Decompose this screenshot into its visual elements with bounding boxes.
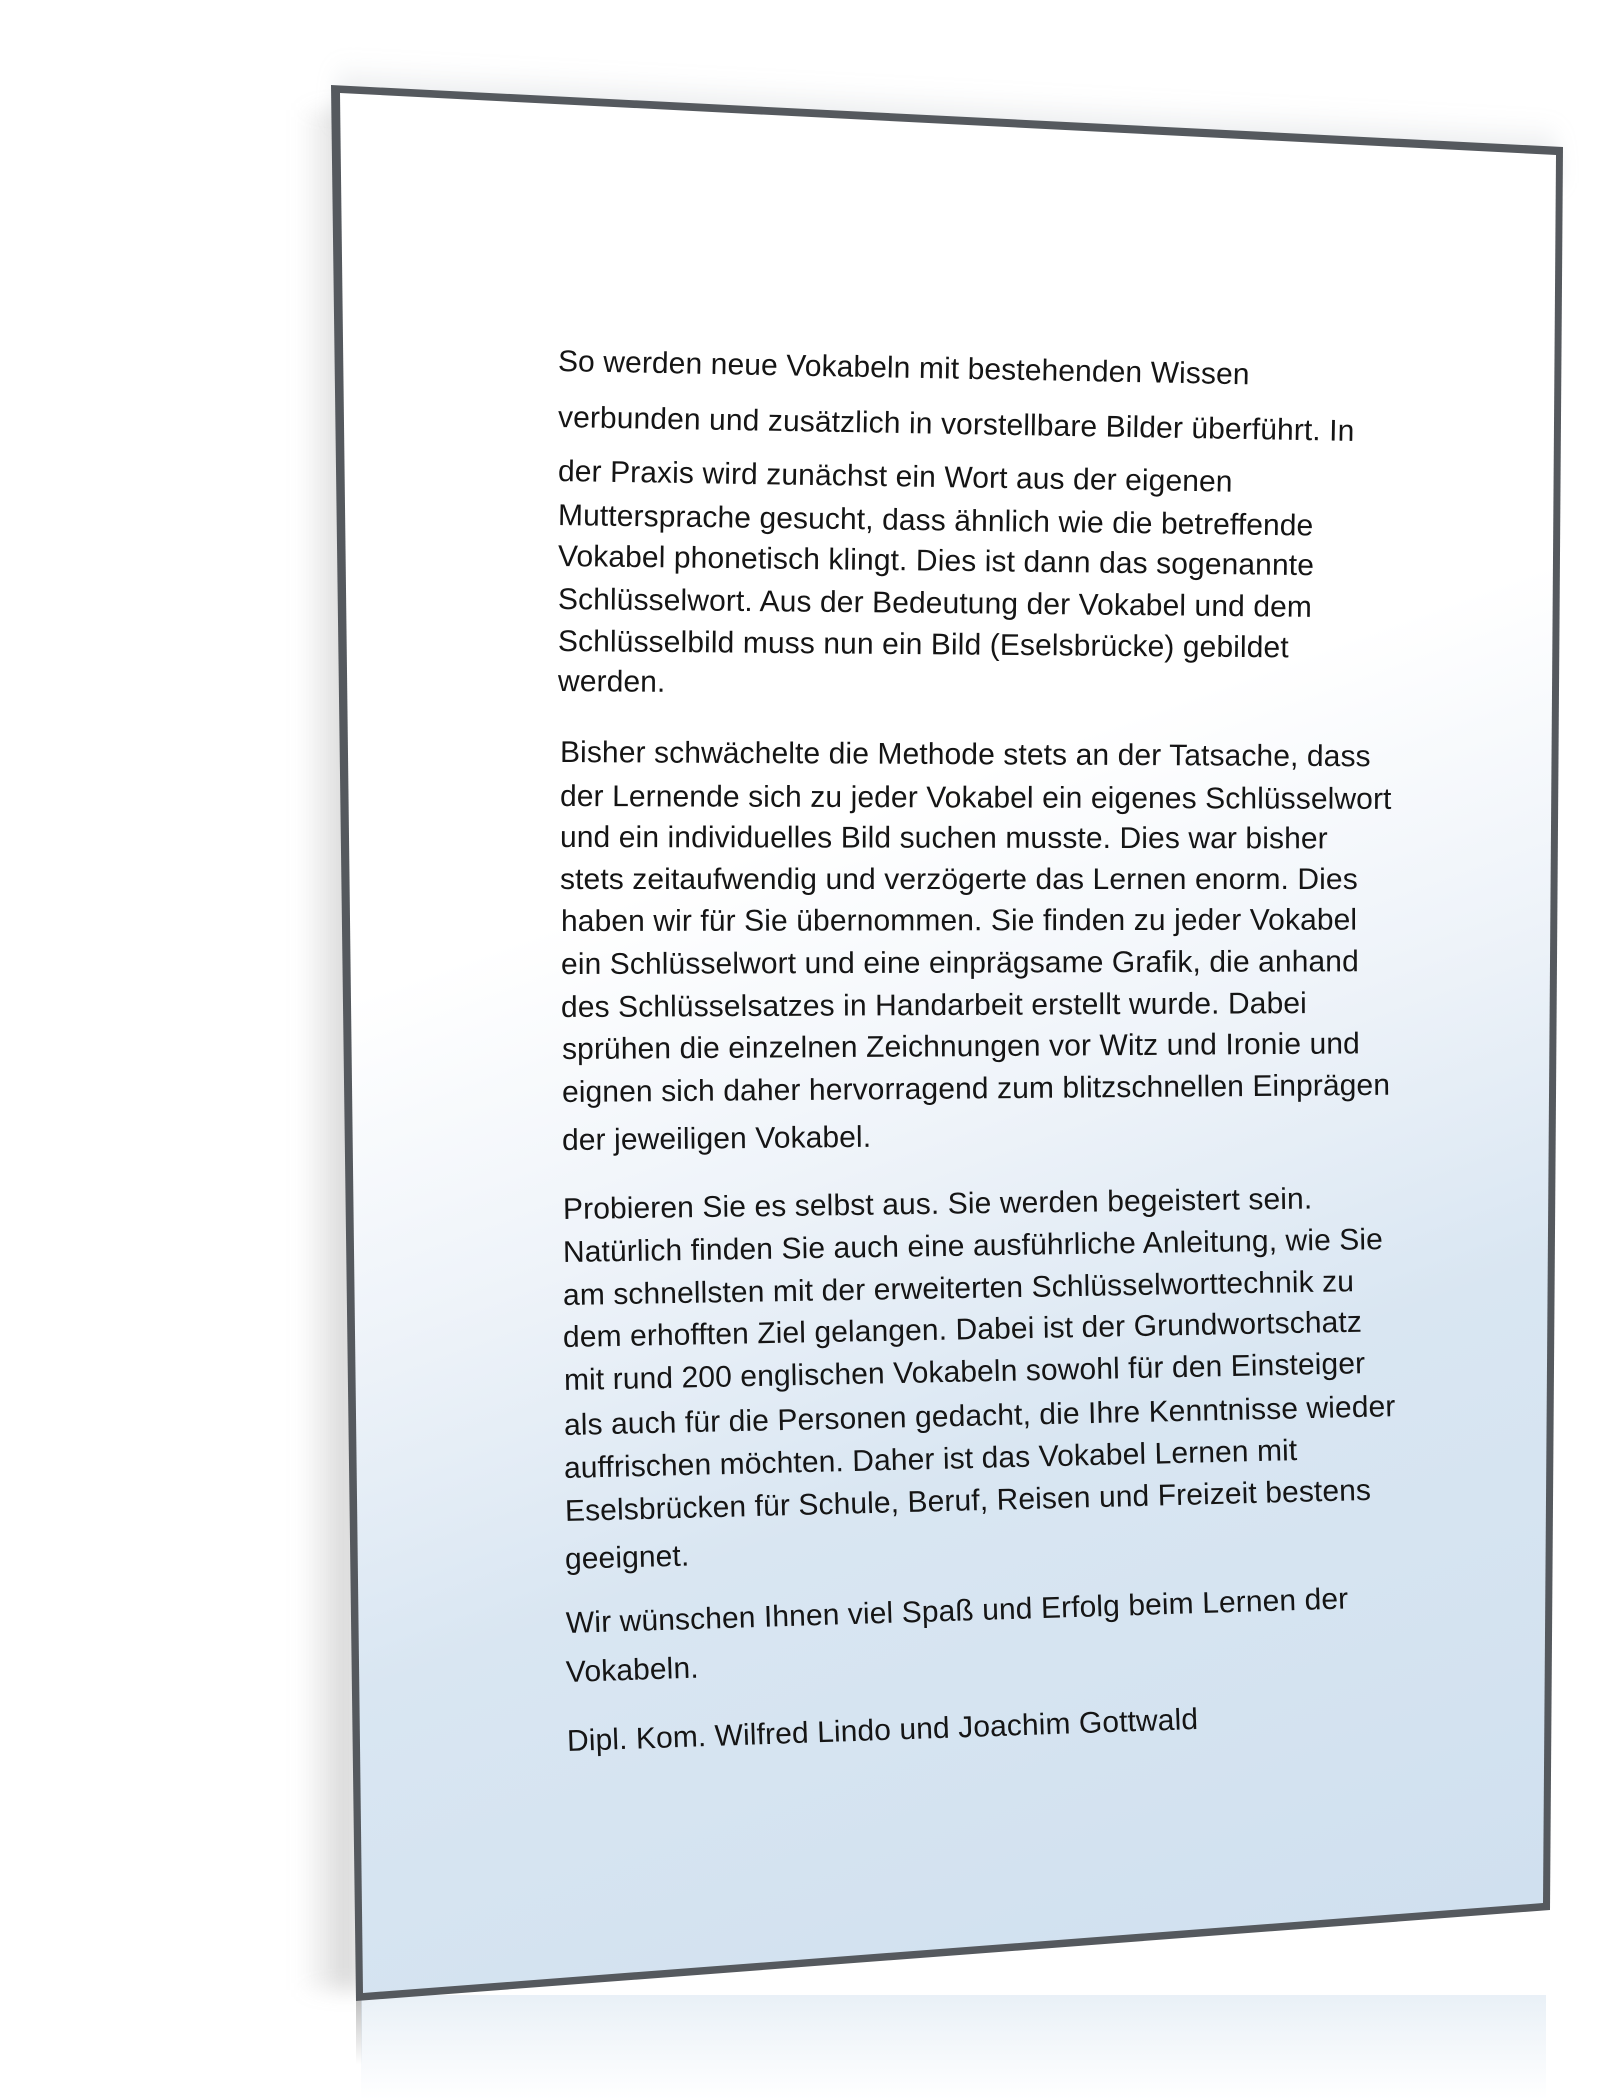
- text-line: Schlüsselbild muss nun ein Bild (Eselsbrücke) gebildet: [557, 625, 1289, 665]
- text-line: verbunden und zusätzlich in vorstellbare Bilder überführt. In: [557, 401, 1355, 449]
- text-line: So werden neue Vokabeln mit bestehenden Wissen: [557, 345, 1250, 392]
- text-line: mit rund 200 englischen Vokabeln sowohl für den Einsteiger: [563, 1347, 1366, 1397]
- text-line: des Schlüsselsatzes in Handarbeit erstellt wurde. Dabei: [560, 986, 1307, 1024]
- text-line: als auch für die Personen gedacht, die Ihre Kenntnisse wieder: [563, 1390, 1396, 1443]
- text-line: der Praxis wird zunächst ein Wort aus der eigenen: [557, 454, 1233, 499]
- text-line: Muttersprache gesucht, dass ähnlich wie die betreffende: [557, 498, 1314, 543]
- text-line: Vokabel phonetisch klingt. Dies ist dann das sogenannte: [557, 540, 1315, 583]
- text-line: haben wir für Sie übernommen. Sie finden zu jeder Vokabel: [560, 903, 1358, 939]
- text-line: dem erhofften Ziel gelangen. Dabei ist der Grundwortschatz: [562, 1305, 1363, 1355]
- text-line: Vokabeln.: [565, 1651, 700, 1689]
- text-line: ein Schlüsselwort und eine einprägsame Grafik, die anhand: [560, 945, 1359, 981]
- text-line: auffrischen möchten. Daher ist das Vokabel Lernen mit: [563, 1434, 1298, 1485]
- text-line: Eselsbrücken für Schule, Beruf, Reisen und Freizeit bestens: [564, 1473, 1372, 1528]
- text-line: werden.: [557, 665, 666, 700]
- text-line: Bisher schwächelte die Methode stets an der Tatsache, dass: [559, 736, 1371, 774]
- text-line: der jeweiligen Vokabel.: [561, 1120, 872, 1157]
- text-line: Schlüsselwort. Aus der Bedeutung der Vokabel und dem: [557, 582, 1313, 624]
- text-line: sprühen die einzelnen Zeichnungen vor Witz und Ironie und: [561, 1027, 1360, 1067]
- text-line: stets zeitaufwendig und verzögerte das Lernen enorm. Dies: [560, 862, 1358, 896]
- text-line: und ein individuelles Bild suchen musste. Dies war bisher: [559, 821, 1328, 856]
- text-line: eignen sich daher hervorragend zum blitzschnellen Einprägen: [561, 1068, 1391, 1109]
- signature: Dipl. Kom. Wilfred Lindo und Joachim Gottwald: [566, 1703, 1199, 1759]
- text-line: Probieren Sie es selbst aus. Sie werden begeistert sein.: [562, 1182, 1313, 1227]
- text-line: Natürlich finden Sie auch eine ausführliche Anleitung, wie Sie: [562, 1223, 1384, 1269]
- text-line: am schnellsten mit der erweiterten Schlüsselworttechnik zu: [562, 1264, 1355, 1312]
- page-reflection: [361, 1995, 1546, 2100]
- text-line: Wir wünschen Ihnen viel Spaß und Erfolg beim Lernen der: [565, 1582, 1349, 1640]
- text-line: geeignet.: [564, 1539, 690, 1576]
- text-line: der Lernende sich zu jeder Vokabel ein eigenes Schlüsselwort: [559, 780, 1392, 816]
